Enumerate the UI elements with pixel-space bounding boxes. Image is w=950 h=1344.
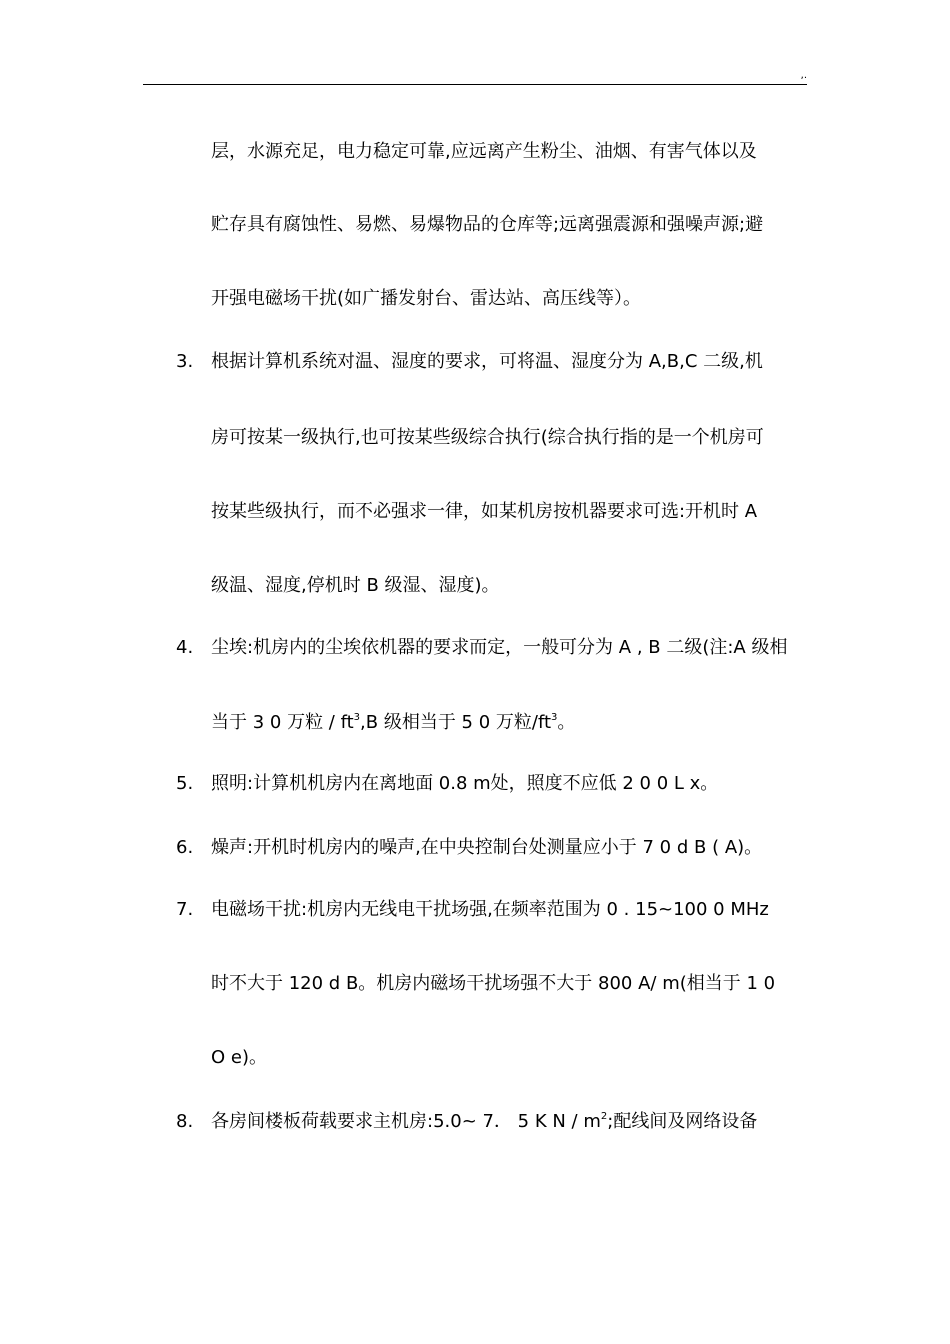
text-segment: ;配线间及网络设备: [607, 1111, 758, 1132]
text-segment: ,B 级相当于 5 0 万粒/ft: [360, 712, 552, 733]
text-line-8: 尘埃:机房内的尘埃依机器的要求而定，一般可分为 A , B 二级(注:A 级相: [211, 637, 788, 658]
text-line-12: 电磁场干扰:机房内无线电干扰场强,在频率范围为 0 . 15~100 0 MHz: [211, 899, 769, 920]
text-line-6: 按某些级执行，而不必强求一律，如某机房按机器要求可选:开机时 A: [211, 501, 758, 522]
superscript: 3: [353, 712, 361, 723]
list-number-4: 4.: [176, 637, 194, 658]
header-rule: [143, 84, 807, 85]
list-number-5: 5.: [176, 773, 194, 794]
text-line-7: 级温、湿度,停机时 B 级湿、湿度)。: [211, 575, 500, 596]
text-line-11: 燥声:开机时机房内的噪声,在中央控制台处测量应小于 7 0 d B ( A)。: [211, 837, 763, 858]
list-number-7: 7.: [176, 899, 194, 920]
text-line-13: 时不大于 120 d B。机房内磁场干扰场强不大于 800 A/ m(相当于 1 0: [211, 973, 776, 994]
list-number-6: 6.: [176, 837, 194, 858]
list-number-3: 3.: [176, 351, 194, 372]
text-line-15: [211, 1110, 811, 1134]
text-line-9: [211, 711, 811, 735]
text-line-2: 贮存具有腐蚀性、易燃、易爆物品的仓库等;远离强震源和强噪声源;避: [211, 214, 764, 235]
superscript: 2: [600, 1111, 608, 1122]
text-line-5: 房可按某一级执行,也可按某些级综合执行(综合执行指的是一个机房可: [211, 427, 764, 448]
superscript: 3: [551, 712, 558, 723]
text-line-10: 照明:计算机机房内在离地面 0.8 m处，照度不应低 2 0 0 L x。: [211, 773, 719, 794]
text-line-4: 根据计算机系统对温、湿度的要求，可将温、湿度分为 A,B,C 二级,机: [211, 351, 763, 372]
header-mark: ,.: [800, 70, 807, 81]
text-segment: 各房间楼板荷载要求主机房:5.0~ 7． 5 K N / m: [211, 1111, 601, 1132]
text-line-14: O e)。: [211, 1047, 267, 1068]
list-number-8: 8.: [176, 1111, 194, 1132]
text-line-3: 开强电磁场干扰(如广播发射台、雷达站、高压线等）。: [211, 288, 642, 309]
text-segment: 当于 3 0 万粒 / ft: [211, 712, 354, 733]
text-segment: 。: [557, 712, 576, 733]
text-line-1: 层，水源充足，电力稳定可靠,应远离产生粉尘、油烟、有害气体以及: [211, 141, 757, 162]
